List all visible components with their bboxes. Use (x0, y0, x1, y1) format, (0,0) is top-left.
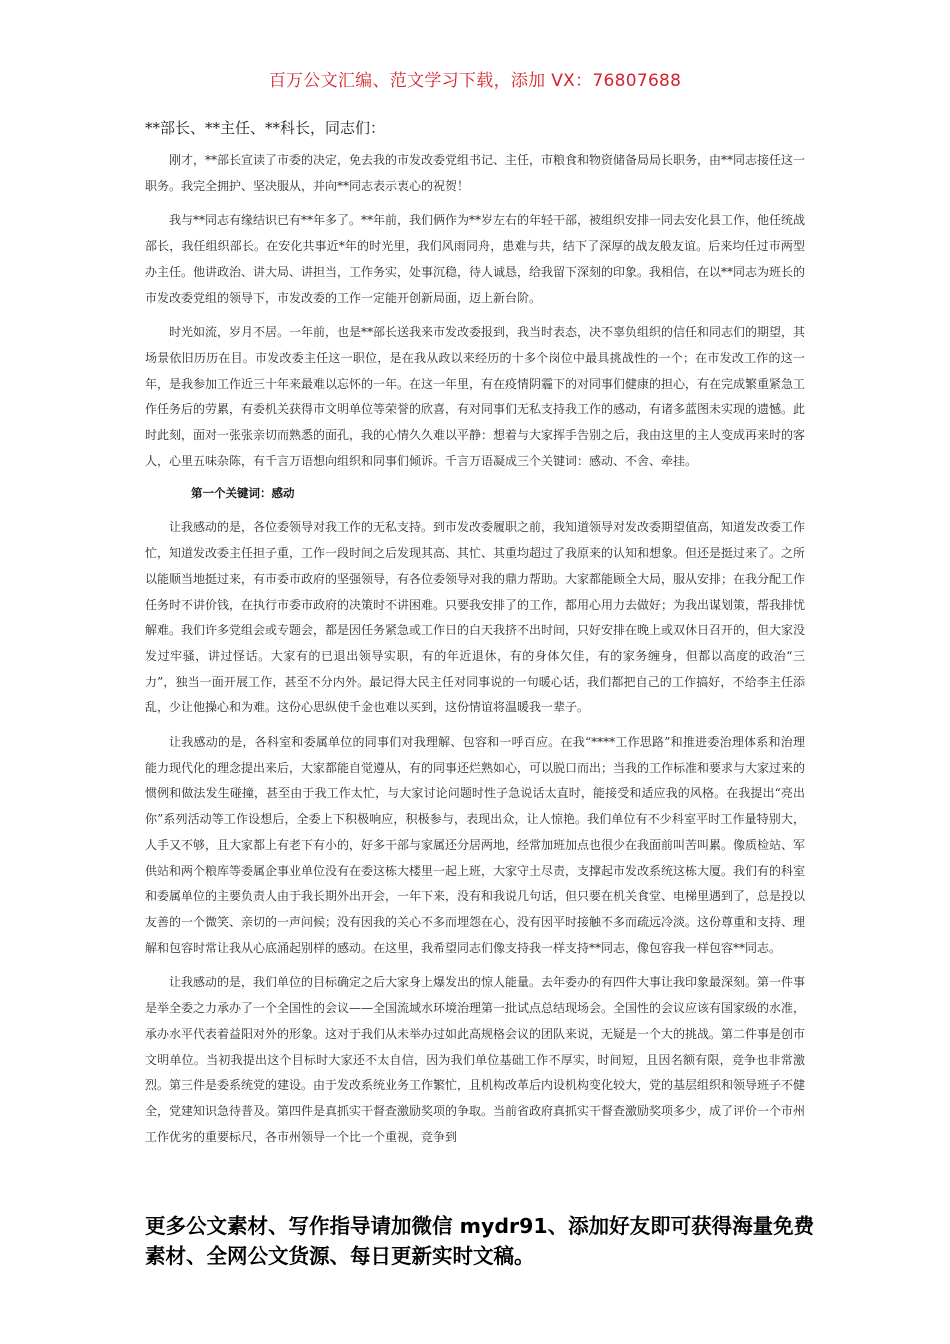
paragraph: 时光如流，岁月不居。一年前，也是**部长送我来市发改委报到，我当时表态，决不辜负组织的信任和同志们的期望，其场景依旧历历在目。市发改委主任这一职位，是在我从政以来经历的十多个岗位中最具挑战性的一个；在市发改工作的这一年，是我参加工作近三十年来最难以忘怀的一年。在这一年里，有在疫情阴霾下的对同事们健康的担心，有在完成繁重紧急工作任务后的劳累，有委机关获得市文明单位等荣誉的欣喜，有对同事们无私支持我工作的感动，有诸多蓝图未实现的遗憾。此时此刻，面对一张张亲切而熟悉的面孔，我的心情久久难以平静：想着与大家挥手告别之后，我由这里的主人变成再来时的客人，心里五味杂陈，有千言万语想向组织和同事们倾诉。千言万语凝成三个关键词：感动、不舍、牵挂。 (145, 325, 806, 468)
document-body (145, 148, 805, 1159)
paragraph: 刚才，**部长宣读了市委的决定，免去我的市发改委党组书记、主任，市粮食和物资储备局局长职务，由**同志接任这一职务。我完全拥护、坚决服从，并向**同志表示衷心的祝贺！ (145, 153, 806, 193)
paragraph: 我与**同志有缘结识已有**年多了。**年前，我们俩作为**岁左右的年轻干部，被组织安排一同去安化县工作，他任统战部长，我任组织部长。在安化共事近*年的时光里，我们风雨同舟，患难与共，结下了深厚的战友般友谊。后来均任过市两型办主任。他讲政治、讲大局、讲担当，工作务实，处事沉稳，待人诚恳，给我留下深刻的印象。我相信，在以**同志为班长的市发改委党组的领导下，市发改委的工作一定能开创新局面，迈上新台阶。 (145, 213, 806, 305)
paragraph: 让我感动的是，各科室和委属单位的同事们对我理解、包容和一呼百应。在我“****工作思路”和推进委治理体系和治理能力现代化的理念提出来后，大家都能自觉遵从，有的同事还烂熟如心，可以脱口而出；当我的工作标准和要求与大家过来的惯例和做法发生碰撞，甚至由于我工作太忙，与大家讨论问题时性子急说话太直时，能接受和适应我的风格。在我提出“亮出你”系列活动等工作设想后，全委上下积极响应，积极参与，表现出众，让人惊艳。我们单位有不少科室平时工作量特别大，人手又不够，且大家都上有老下有小的，好多干部与家属还分居两地，经常加班加点也很少在我面前叫苦叫累。像质检站、军供站和两个粮库等委属企事业单位没有在委这栋大楼里一起上班，大家守土尽责，支撑起市发改系统这栋大厦。我们有的科室和委属单位的主要负责人由于我长期外出开会，一年下来，没有和我说几句话，但只要在机关食堂、电梯里遇到了，总是投以友善的一个微笑、亲切的一声问候；没有因我的关心不多而埋怨在心，没有因平时接触不多而疏远冷淡。这份尊重和支持、理解和包容时常让我从心底涌起别样的感动。在这里，我希望同志们像支持我一样支持**同志，像包容我一样包容**同志。 (145, 735, 806, 955)
section-heading: 第一个关键词：感动 (191, 486, 295, 501)
footer-promo: 更多公文素材、写作指导请加微信 mydr91、添加好友即可获得海量免费素材、全网公文货源、每日更新实时文稿。 (145, 1214, 815, 1268)
paragraph: 让我感动的是，各位委领导对我工作的无私支持。到市发改委履职之前，我知道领导对发改委期望值高，知道发改委工作忙，知道发改委主任担子重，工作一段时间之后发现其高、其忙、其重均超过了我原来的认知和想象。但还是挺过来了。之所以能顺当地挺过来，有市委市政府的坚强领导，有各位委领导对我的鼎力帮助。大家都能顾全大局，服从安排；在我分配工作任务时不讲价钱，在执行市委市政府的决策时不讲困难。只要我安排了的工作，都用心用力去做好；为我出谋划策，帮我排忧解难。我们许多党组会或专题会，都是因任务紧急或工作日的白天我挤不出时间，只好安排在晚上或双休日召开的，但大家没发过牢骚，讲过怪话。大家有的已退出领导实职，有的年近退休，有的身体欠佳，有的家务缠身，但都以高度的政治“三力”，独当一面开展工作，甚至不分内外。最记得大民主任对同事说的一句暖心话，我们都把自己的工作搞好，不给李主任添乱，少让他操心和为难。这份心思纵使千金也难以买到，这份情谊将温暖我一辈子。 (145, 520, 806, 715)
header-banner: 百万公文汇编、范文学习下载，添加 VX：76807688 (268, 71, 682, 91)
paragraph: 让我感动的是，我们单位的目标确定之后大家身上爆发出的惊人能量。去年委办的有四件大事让我印象最深刻。第一件事是举全委之力承办了一个全国性的会议——全国流域水环境治理第一批试点总结现场会。全国性的会议应该有国家级的水准，承办水平代表着益阳对外的形象。这对于我们从未举办过如此高规格会议的团队来说，无疑是一个大的挑战。第二件事是创市文明单位。当初我提出这个目标时大家还不太自信，因为我们单位基础工作不厚实，时间短，且因名额有限，竞争也非常激烈。第三件是委系统党的建设。由于发改系统业务工作繁忙，且机构改革后内设机构变化较大，党的基层组织和领导班子不健全，党建知识急待普及。第四件是真抓实干督查激励奖项的争取。当前省政府真抓实干督查激励奖项多少，成了评价一个市州工作优劣的重要标尺，各市州领导一个比一个重视，竞争到 (145, 975, 806, 1144)
salutation: **部长、**主任、**科长，同志们： (145, 119, 386, 137)
